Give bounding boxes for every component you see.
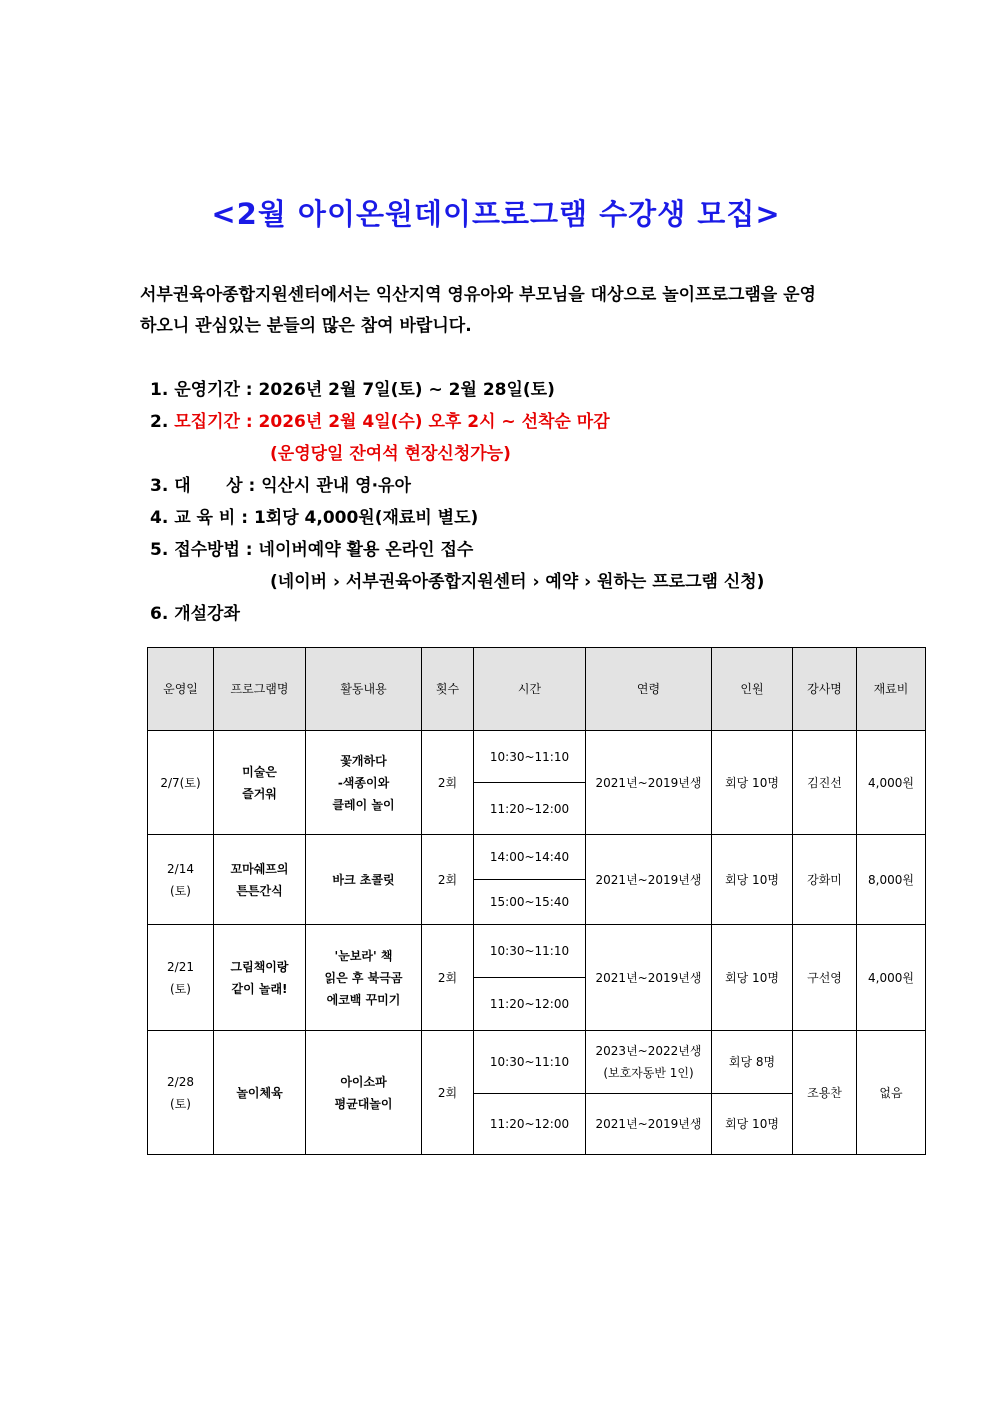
cell-people: 회당 10명 xyxy=(712,1094,793,1155)
course-table xyxy=(147,647,926,1155)
cell-time: 10:30~11:10 xyxy=(474,1031,586,1094)
cell-fee: 8,000원 xyxy=(857,835,926,925)
cell-date: 2/21 (토) xyxy=(148,925,214,1031)
cell-count: 2회 xyxy=(422,1031,474,1155)
cell-fee: 4,000원 xyxy=(857,925,926,1031)
cell-people: 회당 10명 xyxy=(712,731,793,835)
header-fee: 재료비 xyxy=(857,648,926,731)
page-title: <2월 아이온원데이프로그램 수강생 모집> xyxy=(211,197,781,231)
cell-age: 2021년~2019년생 xyxy=(586,1094,712,1155)
table-row xyxy=(148,731,926,783)
cell-activity: 바크 초콜릿 xyxy=(306,835,422,925)
item-recruit-text: 모집기간 : 2026년 2월 4일(수) 오후 2시 ~ 선착순 마감 xyxy=(174,412,610,432)
item-recruit-sub: (운영당일 잔여석 현장신청가능) xyxy=(270,444,511,464)
cell-date: 2/14 (토) xyxy=(148,835,214,925)
cell-count: 2회 xyxy=(422,925,474,1031)
item-period: 1. 운영기간 : 2026년 2월 7일(토) ~ 2월 28일(토) xyxy=(150,380,555,400)
cell-activity: 아이소파 평균대놀이 xyxy=(306,1031,422,1155)
item-target: 3. 대 상 : 익산시 관내 영·유아 xyxy=(150,476,411,496)
table-header-row xyxy=(148,648,926,731)
cell-people: 회당 8명 xyxy=(712,1031,793,1094)
cell-program: 꼬마쉐프의 튼튼간식 xyxy=(214,835,306,925)
intro-paragraph xyxy=(140,280,860,342)
item-fee: 4. 교 육 비 : 1회당 4,000원(재료비 별도) xyxy=(150,508,479,528)
cell-count: 2회 xyxy=(422,835,474,925)
cell-teacher: 김진선 xyxy=(793,731,857,835)
table-row xyxy=(148,1031,926,1094)
cell-program: 놀이체육 xyxy=(214,1031,306,1155)
cell-people: 회당 10명 xyxy=(712,835,793,925)
cell-age: 2021년~2019년생 xyxy=(586,731,712,835)
table-row xyxy=(148,835,926,880)
header-program: 프로그램명 xyxy=(214,648,306,731)
cell-age: 2021년~2019년생 xyxy=(586,835,712,925)
cell-date: 2/7(토) xyxy=(148,731,214,835)
cell-teacher: 구선영 xyxy=(793,925,857,1031)
cell-fee: 4,000원 xyxy=(857,731,926,835)
intro-line-1: 서부권육아종합지원센터에서는 익산지역 영유아와 부모님을 대상으로 놀이프로그램을 운영 xyxy=(140,285,816,305)
cell-date: 2/28 (토) xyxy=(148,1031,214,1155)
item-recruit xyxy=(150,406,870,438)
info-list xyxy=(150,374,870,630)
cell-time: 11:20~12:00 xyxy=(474,1094,586,1155)
cell-program: 미술은 즐거워 xyxy=(214,731,306,835)
cell-program: 그림책이랑 같이 놀래! xyxy=(214,925,306,1031)
header-time: 시간 xyxy=(474,648,586,731)
cell-time: 14:00~14:40 xyxy=(474,835,586,880)
cell-fee: 없음 xyxy=(857,1031,926,1155)
cell-teacher: 강화미 xyxy=(793,835,857,925)
header-age: 연령 xyxy=(586,648,712,731)
cell-age: 2021년~2019년생 xyxy=(586,925,712,1031)
cell-time: 10:30~11:10 xyxy=(474,925,586,978)
cell-time: 15:00~15:40 xyxy=(474,880,586,925)
cell-activity: 꽃개하다 -색종이와 클레이 놀이 xyxy=(306,731,422,835)
cell-time: 11:20~12:00 xyxy=(474,978,586,1031)
cell-time: 10:30~11:10 xyxy=(474,731,586,783)
cell-age: 2023년~2022년생 (보호자동반 1인) xyxy=(586,1031,712,1094)
table-row xyxy=(148,925,926,978)
intro-line-2: 하오니 관심있는 분들의 많은 참여 바랍니다. xyxy=(140,316,472,336)
cell-people: 회당 10명 xyxy=(712,925,793,1031)
item-courses: 6. 개설강좌 xyxy=(150,604,240,624)
cell-count: 2회 xyxy=(422,731,474,835)
header-teacher: 강사명 xyxy=(793,648,857,731)
item-recruit-number: 2. xyxy=(150,412,169,432)
item-apply-sub: (네이버 › 서부권육아종합지원센터 › 예약 › 원하는 프로그램 신청) xyxy=(270,572,765,592)
header-date: 운영일 xyxy=(148,648,214,731)
header-activity: 활동내용 xyxy=(306,648,422,731)
cell-time: 11:20~12:00 xyxy=(474,783,586,835)
header-people: 인원 xyxy=(712,648,793,731)
cell-activity: '눈보라' 책 읽은 후 북극곰 에코백 꾸미기 xyxy=(306,925,422,1031)
cell-teacher: 조용찬 xyxy=(793,1031,857,1155)
item-apply: 5. 접수방법 : 네이버예약 활용 온라인 접수 xyxy=(150,540,474,560)
header-count: 횟수 xyxy=(422,648,474,731)
